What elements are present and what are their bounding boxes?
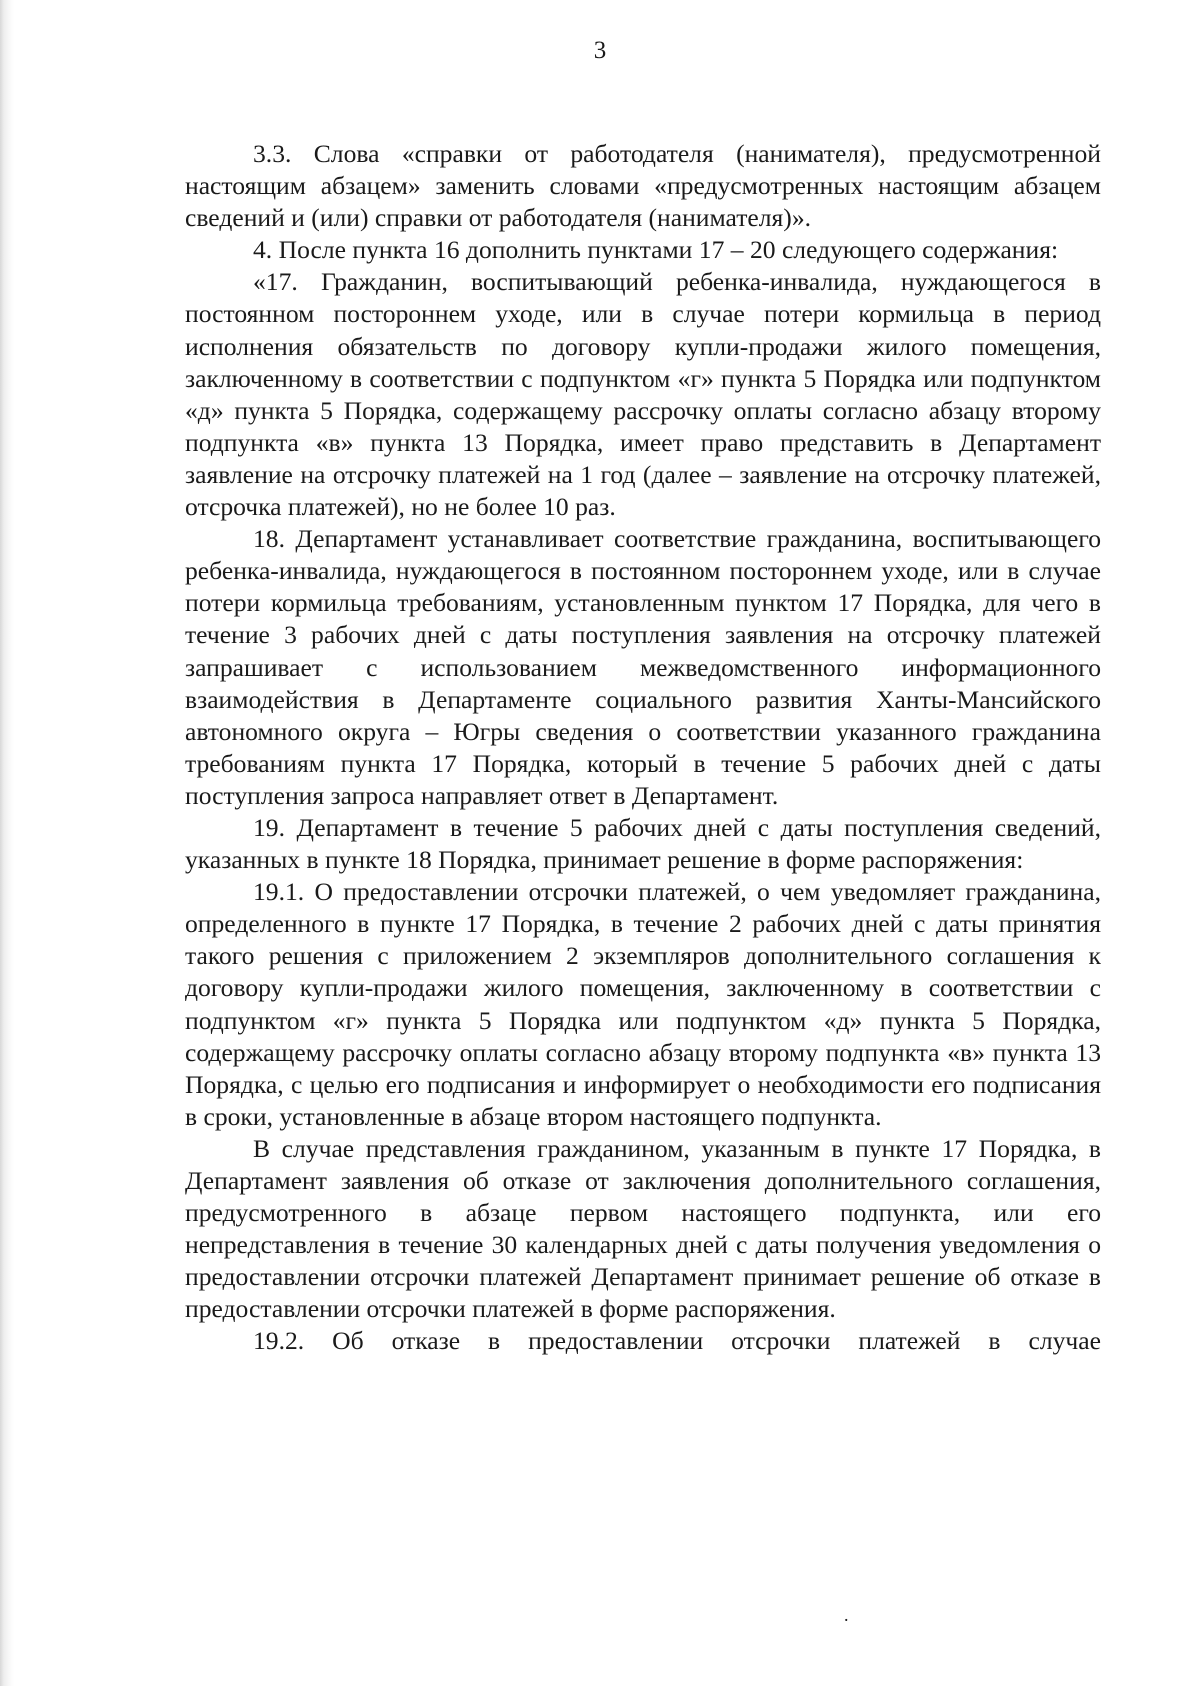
scan-edge — [0, 0, 14, 1686]
paragraph-19: 19. Департамент в течение 5 рабочих дней с даты поступления сведений, указанных в пункте 18 Порядка, принимает решение в форме распоряжения: — [185, 812, 1101, 875]
paragraph-19-2: 19.2. Об отказе в предоставлении отсрочки платежей в случае — [253, 1326, 1101, 1356]
paragraph-18: 18. Департамент устанавливает соответствие гражданина, воспитывающего ребенка-инвалида, нуждающегося в постоянном постороннем уходе, или в случае потери кормильца требованиям, установленным пунктом 17 Порядка, для чего в течение 3 рабочих дней с даты поступления заявления на отсрочку платежей запрашивает с использованием межведомственного информационного взаимодействия в Департаменте социального развития Ханты-Мансийского автономного округа – Югры сведения о соответствии указанного гражданина требованиям пункта 17 Порядка, который в течение 5 рабочих дней с даты поступления запроса направляет ответ в Департамент. — [185, 524, 1101, 810]
paragraph-17: «17. Гражданин, воспитывающий ребенка-инвалида, нуждающегося в постоянном постороннем уходе, или в случае потери кормильца в период исполнения обязательств по договору купли-продажи жилого помещения, заключенному в соответствии с подпунктом «г» пункта 5 Порядка или подпунктом «д» пункта 5 Порядка, содержащему рассрочку оплаты согласно абзацу второму подпункта «в» пункта 13 Порядка, имеет право представить в Департамент заявление на отсрочку платежей на 1 год (далее – заявление на отсрочку платежей, отсрочка платежей), но не более 10 раз. — [185, 267, 1101, 522]
paragraph-19-1: 19.1. О предоставлении отсрочки платежей, о чем уведомляет гражданина, определенного в пункте 17 Порядка, в течение 2 рабочих дней с даты принятия такого решения с приложением 2 экземпляров дополнительного соглашения к договору купли-продажи жилого помещения, заключенному в соответствии с подпунктом «г» пункта 5 Порядка или подпунктом «д» пункта 5 Порядка, содержащему рассрочку оплаты согласно абзацу второму подпункта «в» пункта 13 Порядка, с целью его подписания и информирует о необходимости его подписания в сроки, установленные в абзаце втором настоящего подпункта. — [185, 877, 1101, 1131]
page-number: 3 — [593, 37, 607, 64]
paragraph-4: 4. После пункта 16 дополнить пунктами 17 – 20 следующего содержания: — [253, 235, 1059, 265]
footer-mark: . — [844, 1605, 849, 1625]
document-body — [185, 138, 1101, 1358]
paragraph-19-1-second: В случае представления гражданином, указанным в пункте 17 Порядка, в Департамент заявления об отказе от заключения дополнительного соглашения, предусмотренного в абзаце первом настоящего подпункта, или его непредставления в течение 30 календарных дней с даты получения уведомления о предоставлении отсрочки платежей Департамент принимает решение об отказе в предоставлении отсрочки платежей в форме распоряжения. — [185, 1133, 1101, 1324]
paragraph-3-3: 3.3. Слова «справки от работодателя (нанимателя), предусмотренной настоящим абзацем» заменить словами «предусмотренных настоящим абзацем сведений и (или) справки от работодателя (нанимателя)». — [185, 139, 1101, 233]
